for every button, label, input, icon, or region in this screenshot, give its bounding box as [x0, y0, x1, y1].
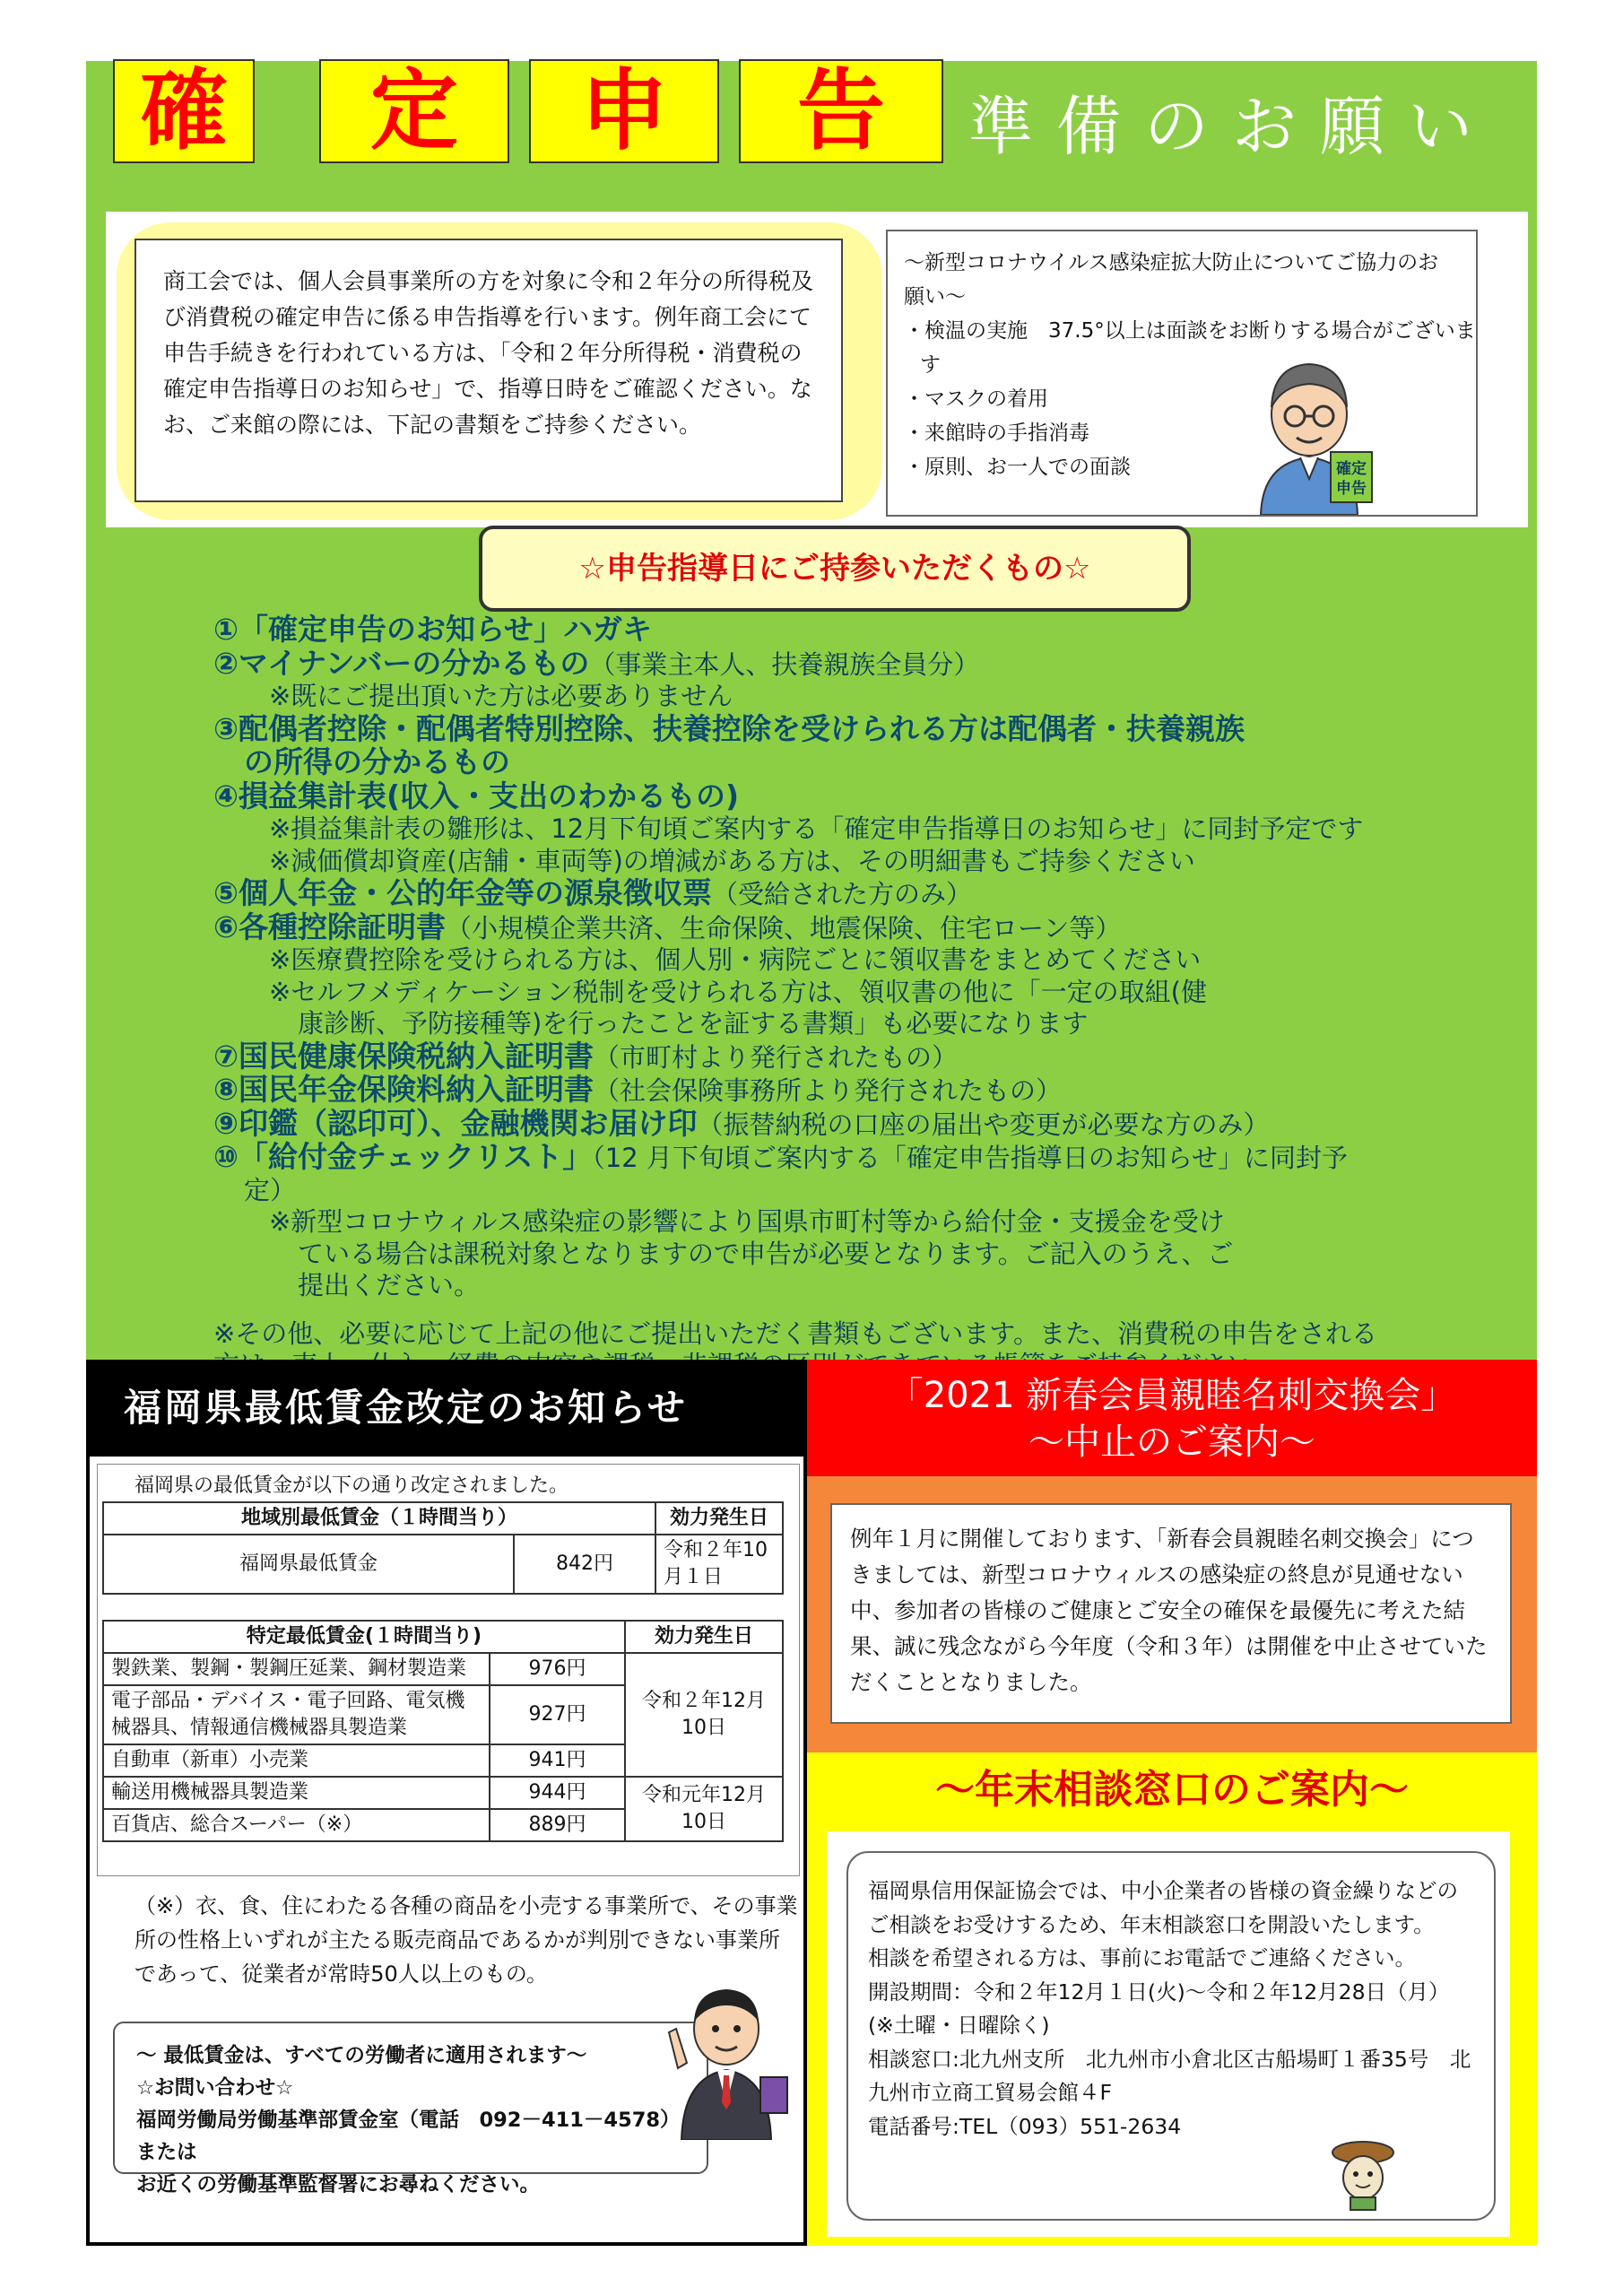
list-item: の所得の分かるもの: [244, 744, 510, 779]
specific-amount: 927円: [490, 1685, 625, 1744]
list-item: ⑨印鑑（認印可）、金融機関お届け印（振替納税の口座の届出や変更が必要な方のみ）: [213, 1105, 1270, 1141]
list-item: 康診断、予防接種等)を行ったことを証する書類」も必要になります: [298, 1008, 1089, 1039]
regional-header: 地域別最低賃金（１時間当り）: [103, 1502, 655, 1535]
min-wage-note: （※）衣、食、住にわたる各種の商品を小売する事業所で、その事業所の性格上いずれが主たる販売商品であるかが判別できない事業所であって、従業者が常時50人以上のもの。: [135, 1893, 798, 1987]
list-item: ③配偶者控除・配偶者特別控除、扶養控除を受けられる方は配偶者・扶養親族: [213, 710, 1245, 746]
title-char-1: 確: [113, 59, 255, 163]
list-item: ⑥各種控除証明書（小規模企業共済、生命保険、地震保険、住宅ローン等）: [213, 909, 1122, 944]
bring-list: [213, 613, 1469, 1382]
list-item: ⑦国民健康保険税納入証明書（市町村より発行されたもの）: [213, 1038, 958, 1074]
year-end-line: 相談を希望される方は、事前にお電話でご連絡ください。: [868, 1945, 1416, 1970]
specific-amount: 889円: [490, 1809, 625, 1841]
regional-amount: 842円: [514, 1535, 655, 1594]
list-item: 提出ください。: [298, 1270, 481, 1300]
list-item: ⑤個人年金・公的年金等の源泉徴収票（受給された方のみ）: [213, 875, 972, 910]
contact-line: 福岡労働局労働基準部賃金室（電話 092－411－4578）または: [136, 2109, 681, 2164]
contact-line: お近くの労働基準監督署にお尋ねください。: [136, 2173, 541, 2196]
min-wage-heading: 福岡県最低賃金改定のお知らせ: [86, 1360, 807, 1457]
bring-heading: ☆申告指導日にご持参いただくもの☆: [479, 526, 1191, 612]
specific-date-a: 令和２年12月10日: [625, 1653, 783, 1777]
list-item: ※損益集計表の雛形は、12月下旬頃ご案内する「確定申告指導日のお知らせ」に同封予定です: [269, 813, 1364, 844]
svg-text:申告: 申告: [1336, 480, 1367, 498]
title-char-4: 告: [739, 59, 943, 163]
intro-text: 商工会では、個人会員事業所の方を対象に令和２年分の所得税及び消費税の確定申告に係る申告指導を行います。例年商工会にて申告手続きを行われている方は、「令和２年分所得税・消費税の確定申告指導日のお知らせ」で、指導日時をご確認ください。なお、ご来館の際には、下記の書類をご持参ください。: [135, 239, 843, 502]
covid-item: ・原則、お一人での面談: [904, 456, 1131, 479]
list-item: ※既にご提出頂いた方は必要ありません: [269, 681, 733, 711]
list-item: ⑩「給付金チェックリスト」（12 月下旬頃ご案内する「確定申告指導日のお知らせ」に同封予: [213, 1139, 1349, 1174]
title-char-3: 申: [529, 59, 719, 163]
regional-name: 福岡県最低賃金: [103, 1535, 514, 1594]
specific-amount: 941円: [490, 1744, 625, 1777]
list-item: ⑧国民年金保険料納入証明書（社会保険事務所より発行されたもの）: [213, 1072, 1062, 1107]
specific-amount: 944円: [490, 1777, 625, 1809]
contact-line: ～ 最低賃金は、すべての労働者に適用されます～: [136, 2044, 587, 2067]
min-wage-contact: [113, 2022, 708, 2196]
list-item: 定）: [244, 1174, 297, 1205]
covid-item: ・検温の実施 37.5°以上は面談をお断りする場合がございます: [904, 319, 1476, 377]
new-year-title: 「2021 新春会員親睦名刺交換会」: [887, 1375, 1457, 1416]
min-wage-intro: 福岡県の最低賃金が以下の通り改定されました。: [135, 1474, 569, 1497]
specific-date-header: 効力発生日: [625, 1621, 783, 1653]
specific-industry: 電子部品・デバイス・電子回路、電気機械器具、情報通信機械器具製造業: [103, 1685, 490, 1744]
regional-date-header: 効力発生日: [655, 1502, 783, 1535]
regional-date: 令和２年10月１日: [655, 1535, 783, 1594]
covid-notice: [886, 230, 1478, 517]
year-end-line: 相談窓口:北九州支所 北九州市小倉北区古船場町１番35号 北九州市立商工貿易会館４F: [868, 2046, 1471, 2105]
covid-item: ・マスクの着用: [904, 387, 1048, 411]
specific-header: 特定最低賃金(１時間当り): [103, 1621, 625, 1653]
consultant-illustration: [1245, 344, 1379, 515]
svg-text:確定: 確定: [1336, 460, 1367, 478]
list-item: ①「確定申告のお知らせ」ハガキ: [213, 612, 652, 647]
specific-industry: 自動車（新車）小売業: [103, 1744, 490, 1777]
mascot-illustration: [1318, 2126, 1408, 2215]
list-item: ※医療費控除を受けられる方は、個人別・病院ごとに領収書をまとめてください: [269, 944, 1202, 975]
covid-title: ～新型コロナウイルス感染症拡大防止についてご協力のお願い～: [904, 251, 1439, 309]
contact-line: ☆お問い合わせ☆: [136, 2076, 294, 2100]
new-year-subtitle: ～中止のご案内～: [1028, 1422, 1315, 1463]
specific-industry: 製鉄業、製鋼・製鋼圧延業、鋼材製造業: [103, 1653, 490, 1685]
businessman-illustration: [660, 1970, 794, 2140]
list-item: ※新型コロナウィルス感染症の影響により国県市町村等から給付金・支援金を受け: [269, 1206, 1225, 1237]
new-year-text: 例年１月に開催しております、「新春会員親睦名刺交換会」につきましては、新型コロナウィルスの感染症の終息が見通せない中、参加者の皆様のご健康とご安全の確保を最優先に考えた結果、誠に残念ながら今年度（令和３年）は開催を中止させていただくこととなりました。: [830, 1503, 1512, 1724]
page-subtitle: 準備のお願い: [968, 89, 1497, 164]
list-item: ②マイナンバーの分かるもの（事業主本人、扶養親族全員分）: [213, 645, 980, 681]
list-item: ※セルフメディケーション税制を受けられる方は、領収書の他に「一定の取組(健: [269, 976, 1207, 1007]
specific-industry: 輸送用機械器具製造業: [103, 1777, 490, 1809]
list-item: ている場合は課税対象となりますので申告が必要となります。ご記入のうえ、ご: [298, 1238, 1234, 1269]
list-item: ※減価償却資産(店舗・車両等)の増減がある方は、その明細書もご持参ください: [269, 845, 1195, 876]
list-footer-line: ※その他、必要に応じて上記の他にご提出いただく書類もございます。また、消費税の申告をされる: [213, 1318, 1377, 1349]
list-item: ④損益集計表(収入・支出のわかるもの): [213, 778, 740, 813]
covid-item: ・来館時の手指消毒: [904, 422, 1089, 445]
specific-date-b: 令和元年12月10日: [625, 1777, 783, 1841]
specific-amount: 976円: [490, 1653, 625, 1685]
specific-wage-table: [102, 1620, 784, 1842]
regional-wage-table: [102, 1501, 784, 1595]
specific-industry: 百貨店、総合スーパー（※）: [103, 1809, 490, 1841]
year-end-line: 福岡県信用保証協会では、中小企業者の皆様の資金繰りなどのご相談をお受けするため、年末相談窓口を開設いたします。: [868, 1878, 1458, 1937]
new-year-heading: [807, 1360, 1537, 1476]
year-end-line: 開設期間：令和２年12月１日(火)～令和２年12月28日（月）(※土曜・日曜除く): [868, 1979, 1450, 2038]
title-char-2: 定: [319, 59, 509, 163]
year-end-line: 電話番号:TEL（093）551-2634: [868, 2113, 1182, 2139]
year-end-title: ～年末相談窓口のご案内～: [935, 1767, 1409, 1813]
